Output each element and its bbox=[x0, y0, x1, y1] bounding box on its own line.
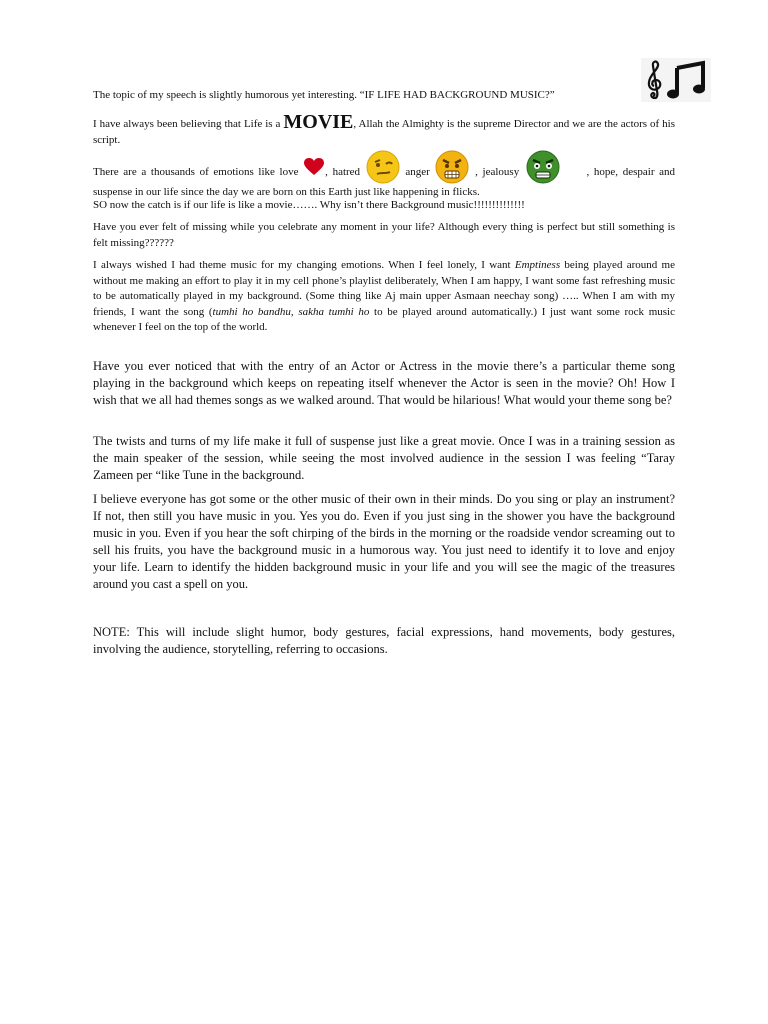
paragraph-topic: The topic of my speech is slightly humorous yet interesting. “IF LIFE HAD BACKGROUND MUSIC?” bbox=[93, 89, 555, 101]
heart-icon bbox=[304, 158, 324, 176]
song-emptiness: Emptiness bbox=[514, 259, 561, 271]
text: , hatred bbox=[325, 166, 365, 178]
text: There are a thousands of emotions like love bbox=[93, 166, 304, 178]
confused-face-icon bbox=[366, 150, 400, 184]
paragraph-theme-music bbox=[93, 258, 675, 336]
paragraph-music-within: I believe everyone has got some or the other music of their own in their minds. Do you sing or play an instrument? If not, then still you have music in you. Yes you do. Even if you just sing in the shower you have the background music in you. Even if you hear the soft chirping of the birds in the morning or the roadside vendor screaming out to sell his fruits, you have the background music in a humorous way. You just need to identify it to love and enjoy your life. Learn to identify the hidden background music in your life and you will see the magic of the treasures around you cast a spell on you. bbox=[93, 492, 675, 591]
paragraph-life-movie bbox=[93, 111, 675, 148]
text: to be played around automatically.) I just want some rock music whenever I feel on the top of the world. bbox=[93, 305, 675, 333]
song-tumhi-ho: tumhi ho bandhu, sakha tumhi ho bbox=[212, 305, 370, 318]
text: being played around me without me making an effort to play it in my cell phone’s playlist deliberately, When I am happy, I want some fast refreshing music to be automatically played in my background. (Some thing like Aj main upper Asmaan neechay song) ….. When I am with my friends, I want the song ( bbox=[93, 259, 675, 318]
text: , hope, despair and suspense in our life since the day we are born on this Earth just like happening in flicks. bbox=[93, 166, 676, 198]
text: I always wished I had theme music for my changing emotions. When I feel lonely, I want bbox=[93, 259, 515, 271]
angry-face-icon bbox=[435, 150, 469, 184]
paragraph-emotions bbox=[93, 150, 675, 201]
paragraph-note: NOTE: This will include slight humor, body gestures, facial expressions, hand movements, body gestures, involving the audience, storytelling, referring to occasions. bbox=[93, 625, 675, 656]
text: , jealousy bbox=[470, 166, 524, 178]
paragraph-actor-theme: Have you ever noticed that with the entry of an Actor or Actress in the movie there’s a particular theme song playing in the background which keeps on repeating itself whenever the Actor is seen in the movie? Oh! How I wish that we all had themes songs as we walked around. That would be hilarious! What would your theme song be? bbox=[93, 359, 675, 407]
text: I have always been believing that Life is a bbox=[93, 118, 284, 130]
movie-word: MOVIE bbox=[283, 111, 354, 133]
paragraph-twists: The twists and turns of my life make it full of suspense just like a great movie. Once I was in a training session as the main speaker of the session, while seeing the most involved audience in the session I was feeling “Taray Zameen per “like Tune in the background. bbox=[93, 434, 675, 482]
text: , Allah the Almighty is the supreme Director and we are the actors of his script. bbox=[93, 118, 675, 146]
jealous-face-icon bbox=[525, 150, 561, 184]
paragraph-catch: SO now the catch is if our life is like a movie……. Why isn’t there Background music!!!!!!!!!!!!!! bbox=[93, 199, 525, 211]
text: anger bbox=[400, 166, 435, 178]
paragraph-missing: Have you ever felt of missing while you celebrate any moment in your life? Although every thing is perfect but still something is felt missing?????? bbox=[93, 221, 675, 249]
